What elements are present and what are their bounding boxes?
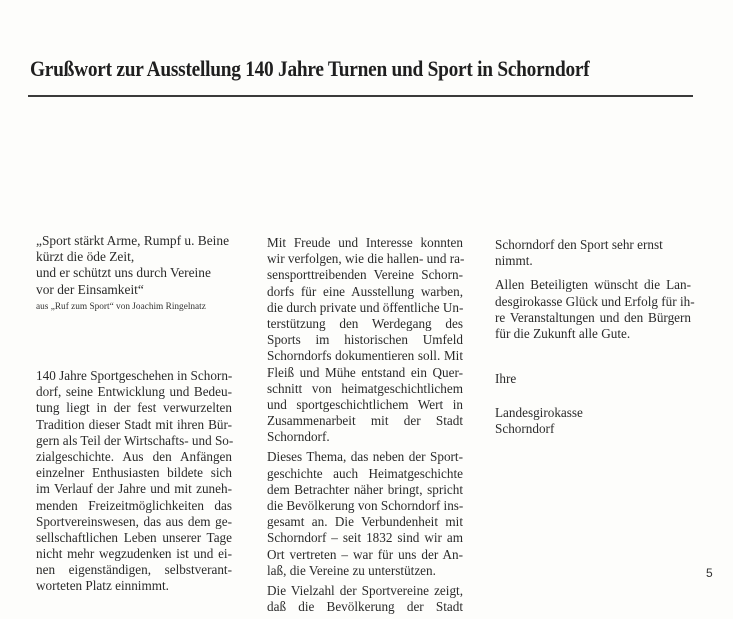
text-line: im Verlauf der Jahre und mit zuneh- [36,481,232,497]
text-line: einzelner Enthusiasten bildete sich [36,465,232,481]
text-line: 140 Jahre Sportgeschehen in Schorn- [36,368,233,383]
text-line: die Bevölkerung von Schorndorf ins- [267,498,464,513]
text-line: geschichte auch Heimatgeschichte [267,465,463,481]
text-line: wir verfolgen, wie die hallen- und ra- [267,251,465,267]
quote-line: und er schützt uns durch Vereine [36,265,211,281]
text-line: nimmt. [495,253,533,269]
text-line: Schorndorf – seit 1832 sind wir am [267,530,463,546]
text-line: Ort vertreten – war für uns der An- [267,546,463,562]
text-line: Die Vielzahl der Sportvereine zeigt, [267,582,463,598]
text-line: nen eigenständigen, selbstverant- [36,562,232,578]
text-line: Fleiß und Mühe entstand ein Quer- [267,364,463,380]
text-line: tung liegt in der fest verwurzelten [36,400,232,416]
paragraph [267,583,463,615]
paragraph [495,237,691,269]
text-line: terstützung den Werdegang des [267,315,463,331]
text-line: Sportvereinswesen, das aus dem ge- [36,513,232,529]
paragraph [267,235,463,445]
text-line: laß, die Vereine zu unterstützen. [267,562,436,578]
paragraph [495,277,695,342]
signature-line: Schorndorf [495,421,555,437]
text-line: dem Betrachter näher bringt, spricht [267,481,463,497]
quote-line: „Sport stärkt Arme, Rumpf u. Beine [36,233,230,248]
paragraph [267,449,463,579]
epigraph-quote [36,233,241,312]
text-line: gesamt an. Die Verbundenheit mit [267,514,463,530]
column-3 [495,237,695,437]
text-line: Schorndorfs dokumentieren soll. Mit [267,348,463,364]
quote-source: aus „Ruf zum Sport“ von Joachim Ringelnatz [36,301,206,312]
text-line: und sportgeschichtlichem Wert in [267,396,463,412]
text-line: Zusammenarbeit mit der Stadt [267,413,463,429]
signature-line: Landesgirokasse [495,405,583,420]
text-line: sensporttreibenden Vereine Schorn- [267,267,463,283]
text-line: daß die Bevölkerung der Stadt [267,599,463,615]
text-line: Mit Freude und Interesse konnten [267,235,463,250]
quote-line: vor der Einsamkeit“ [36,281,144,297]
text-line: für die Zukunft alle Gute. [495,325,631,341]
text-line: die durch private und öffentliche Un- [267,299,464,315]
page-number: 5 [706,566,713,580]
text-line: dorf, seine Entwicklung und Bedeu- [36,384,232,400]
page-title: Grußwort zur Ausstellung 140 Jahre Turnen und Sport in Schorndorf [30,56,590,81]
title-underline [28,95,693,97]
text-line: re Veranstaltungen und den Bürgern [495,309,691,325]
text-line: Schorndorf. [267,429,330,445]
text-line: Dieses Thema, das neben der Sport- [267,449,463,465]
text-line: menden Freizeitmöglichkeiten das [36,497,232,513]
text-line: Schorndorf den Sport sehr ernst [495,237,663,252]
text-line: schnitt von heimatgeschichtlichem [267,380,463,396]
text-line: dorfs für eine Ausstellung warben, [267,283,463,299]
column-1 [36,368,232,599]
text-line: sellschaftlichen Leben unserer Tage [36,529,232,545]
text-line: nicht mehr wegzudenken ist und ei- [36,546,232,562]
text-line: desgirokasse Glück und Erfolg für ih- [495,293,695,309]
closing: Ihre [495,371,517,386]
column-2 [267,235,463,619]
text-line: Allen Beteiligten wünscht die Lan- [495,277,691,293]
text-line: worteten Platz einnimmt. [36,578,169,594]
text-line: zialgeschichte. Aus den Anfängen [36,448,232,464]
quote-line: kürzt die öde Zeit, [36,249,135,265]
text-line: Sports im historischen Umfeld [267,332,463,348]
paragraph [36,368,232,595]
text-line: gern als Teil der Wirtschafts- und So- [36,432,234,448]
text-line: Tradition dieser Stadt mit ihren Bür- [36,416,232,432]
